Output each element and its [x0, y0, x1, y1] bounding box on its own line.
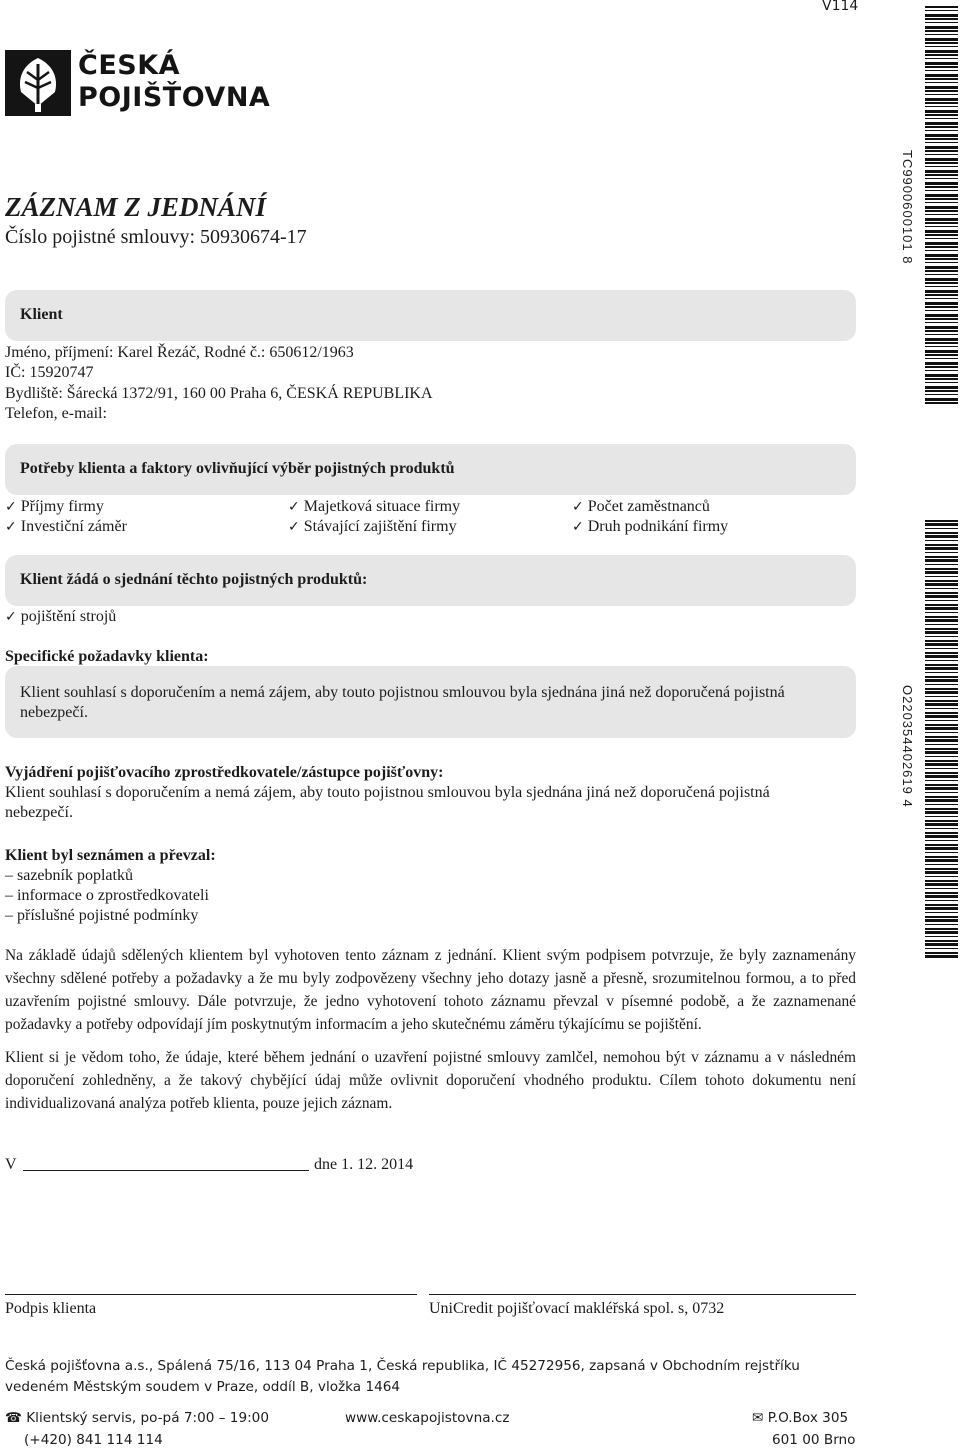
page-title: ZÁZNAM Z JEDNÁNÍ [5, 192, 267, 222]
broker-signature-line [429, 1294, 856, 1295]
need-item: ✓ Počet zaměstnanců [572, 498, 710, 515]
client-ic: IČ: 15920747 [5, 364, 94, 381]
client-address: Bydliště: Šárecká 1372/91, 160 00 Praha 6, ČESKÁ REPUBLIKA [5, 385, 433, 402]
checkmark-icon: ✓ [572, 519, 584, 535]
product-item: ✓ pojištění strojů [5, 608, 117, 625]
need-item: ✓ Příjmy firmy [5, 498, 104, 515]
checkmark-icon: ✓ [288, 519, 300, 535]
pobox-text: P.O.Box 305 [767, 1410, 849, 1426]
need-item: ✓ Stávající zajištění firmy [288, 518, 457, 535]
footer-company-line2: vedeném Městským soudem v Praze, oddíl B, vložka 1464 [5, 1379, 401, 1395]
client-signature-line [5, 1294, 417, 1295]
date-text: dne 1. 12. 2014 [314, 1156, 414, 1173]
version-code: V114 [822, 0, 859, 14]
client-heading: Klient [20, 306, 63, 323]
checkmark-icon: ✓ [5, 499, 17, 515]
need-item: ✓ Druh podnikání firmy [572, 518, 729, 535]
pobox [752, 1410, 848, 1426]
brand-name-line1: ČESKÁ [78, 50, 181, 81]
client-signature-label: Podpis klienta [5, 1300, 97, 1317]
intermediary-text-line1: Klient souhlasí s doporučením a nemá zájem, aby touto pojistnou smlouvou byla sjednána jiná než doporučená pojistná [5, 784, 770, 801]
broker-signature-label: UniCredit pojišťovací makléřská spol. s, 0732 [429, 1300, 725, 1317]
received-item: – informace o zprostředkovateli [5, 887, 209, 904]
client-contact: Telefon, e-mail: [5, 405, 107, 422]
brand-name-line2: POJIŠŤOVNA [78, 82, 271, 113]
phone-icon: ☎ [5, 1410, 22, 1426]
website-link[interactable]: www.ceskapojistovna.cz [345, 1410, 510, 1426]
company-logo [5, 50, 71, 116]
specific-heading: Specifické požadavky klienta: [5, 648, 209, 665]
declaration-paragraph-1: Na základě údajů sdělených klientem byl vyhotoven tento záznam z jednání. Klient svým podpisem potvrzuje, že byly zaznamenány všechny sdělené potřeby a požadavky a že mu byly zodpovězeny všechny jeho dotazy jasně a přesně, srozumitelnou formou, a to před uzavřením pojistné smlouvy. Dále potvrzuje, že jedno vyhotovení tohoto záznamu převzal v písemné podobě, a že zaznamenané požadavky a potřeby odpovídají jím poskytnutým informacím a jeho skutečnému záměru týkajícímu se pojištění. [5, 947, 856, 1033]
received-item: – sazebník poplatků [5, 867, 133, 884]
intermediary-heading: Vyjádření pojišťovacího zprostředkovatele/zástupce pojišťovny: [5, 764, 444, 781]
checkmark-icon: ✓ [288, 499, 300, 515]
products-heading: Klient žádá o sjednání těchto pojistných produktů: [20, 571, 368, 588]
barcode-top-text: TC9900600101 8 [900, 150, 915, 265]
place-signature-line [23, 1170, 309, 1171]
checkmark-icon: ✓ [5, 609, 17, 625]
place-label: V [5, 1156, 17, 1173]
received-item: – příslušné pojistné podmínky [5, 907, 199, 924]
client-name: Jméno, příjmení: Karel Řezáč, Rodné č.: 650612/1963 [5, 344, 354, 361]
need-item: ✓ Investiční záměr [5, 518, 127, 535]
contract-number: Číslo pojistné smlouvy: 50930674-17 [5, 226, 307, 248]
intermediary-text-line2: nebezpečí. [5, 804, 73, 821]
leaf-logo-icon [5, 50, 71, 116]
service-hours: Klientský servis, po-pá 7:00 – 19:00 [26, 1410, 269, 1426]
barcode-middle-text: O220354402619 4 [900, 685, 915, 808]
checkmark-icon: ✓ [5, 519, 17, 535]
client-service [5, 1410, 269, 1426]
need-item: ✓ Majetková situace firmy [288, 498, 461, 515]
declaration-paragraph-2: Klient si je vědom toho, že údaje, které během jednání o uzavření pojistné smlouvy zamlčel, nemohou být v záznamu a v následném doporučení zohledněny, a že takový chybějící údaj může ovlivnit doporučení vhodného produktu. Cílem tohoto dokumentu není individualizovaná analýza potřeb klienta, pouze jejich záznam. [5, 1049, 856, 1112]
specific-text-line1: Klient souhlasí s doporučením a nemá zájem, aby touto pojistnou smlouvou byla sjednána jiná než doporučená pojistná [20, 684, 785, 701]
barcode-top [925, 6, 958, 406]
service-phone: (+420) 841 114 114 [24, 1432, 163, 1448]
footer-company-line1: Česká pojišťovna a.s., Spálená 75/16, 113 04 Praha 1, Česká republika, IČ 45272956, zapsaná v Obchodním rejstříku [5, 1358, 800, 1374]
city: 601 00 Brno [772, 1432, 856, 1448]
client-band [5, 290, 856, 341]
barcode-middle [925, 520, 958, 960]
specific-text-line2: nebezpečí. [20, 704, 88, 721]
checkmark-icon: ✓ [572, 499, 584, 515]
received-heading: Klient byl seznámen a převzal: [5, 847, 216, 864]
envelope-icon: ✉ [752, 1410, 764, 1426]
needs-heading: Potřeby klienta a faktory ovlivňující výběr pojistných produktů [20, 460, 455, 477]
